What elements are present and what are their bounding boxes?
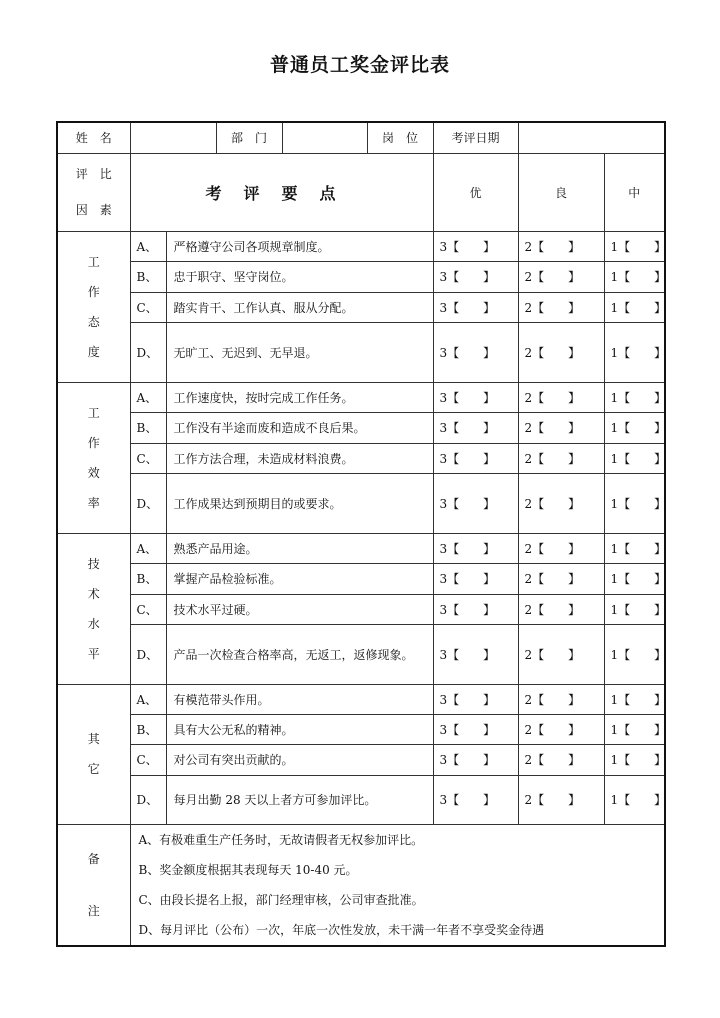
score-medium[interactable]: 1【 】 [604, 412, 665, 443]
score-excellent[interactable]: 3【 】 [433, 594, 518, 624]
category-cell [57, 382, 130, 533]
remark-line: D、每月评比（公布）一次，年底一次性发放，未干满一年者不享受奖金待遇 [138, 922, 545, 937]
score-excellent[interactable]: 3【 】 [433, 412, 518, 443]
table-row [57, 382, 665, 412]
item-letter: C、 [130, 443, 166, 473]
category-char: 水 [87, 616, 100, 631]
score-good[interactable]: 2【 】 [518, 292, 604, 322]
score-good[interactable]: 2【 】 [518, 231, 604, 261]
score-medium[interactable]: 1【 】 [604, 684, 665, 714]
category-char: 率 [87, 495, 100, 510]
dept-label: 部 门 [216, 122, 282, 153]
remarks-label [57, 824, 130, 946]
table-row [57, 473, 665, 533]
score-excellent[interactable]: 3【 】 [433, 714, 518, 744]
score-medium[interactable]: 1【 】 [604, 473, 665, 533]
score-excellent[interactable]: 3【 】 [433, 744, 518, 775]
category-char: 平 [87, 646, 100, 661]
category-cell [57, 684, 130, 824]
score-medium[interactable]: 1【 】 [604, 533, 665, 563]
item-letter: B、 [130, 563, 166, 594]
item-letter: D、 [130, 624, 166, 684]
item-text: 忠于职守、坚守岗位。 [166, 261, 433, 292]
score-medium[interactable]: 1【 】 [604, 594, 665, 624]
item-letter: A、 [130, 382, 166, 412]
remarks-content [130, 824, 665, 946]
item-text: 具有大公无私的精神。 [166, 714, 433, 744]
item-letter: D、 [130, 473, 166, 533]
score-medium[interactable]: 1【 】 [604, 744, 665, 775]
score-medium[interactable]: 1【 】 [604, 624, 665, 684]
table-row [57, 261, 665, 292]
score-good[interactable]: 2【 】 [518, 473, 604, 533]
item-text: 有模范带头作用。 [166, 684, 433, 714]
excellent-header: 优 [433, 153, 518, 231]
score-medium[interactable]: 1【 】 [604, 322, 665, 382]
category-char: 它 [87, 762, 100, 776]
table-row [57, 624, 665, 684]
score-excellent[interactable]: 3【 】 [433, 775, 518, 824]
item-letter: B、 [130, 261, 166, 292]
score-excellent[interactable]: 3【 】 [433, 231, 518, 261]
score-good[interactable]: 2【 】 [518, 594, 604, 624]
medium-header: 中 [604, 153, 665, 231]
score-medium[interactable]: 1【 】 [604, 231, 665, 261]
category-cell [57, 533, 130, 684]
score-good[interactable]: 2【 】 [518, 412, 604, 443]
category-char: 态 [87, 314, 100, 329]
remarks-row [57, 824, 665, 946]
item-letter: B、 [130, 412, 166, 443]
item-text: 无旷工、无迟到、无早退。 [166, 322, 433, 382]
evaluation-table [56, 121, 666, 947]
category-char: 效 [87, 465, 100, 480]
item-text: 踏实肯干、工作认真、服从分配。 [166, 292, 433, 322]
score-medium[interactable]: 1【 】 [604, 261, 665, 292]
table-row [57, 231, 665, 261]
remark-line: B、奖金额度根据其表现每天 10-40 元。 [138, 862, 358, 877]
category-cell [57, 231, 130, 382]
good-header: 良 [518, 153, 604, 231]
score-excellent[interactable]: 3【 】 [433, 563, 518, 594]
category-char: 工 [87, 254, 100, 269]
table-row [57, 594, 665, 624]
score-medium[interactable]: 1【 】 [604, 292, 665, 322]
factor-label-1: 评 比 [75, 167, 112, 181]
score-medium[interactable]: 1【 】 [604, 443, 665, 473]
points-header: 考评要点 [130, 153, 433, 231]
item-letter: C、 [130, 292, 166, 322]
score-excellent[interactable]: 3【 】 [433, 322, 518, 382]
score-excellent[interactable]: 3【 】 [433, 533, 518, 563]
table-row [57, 292, 665, 322]
table-row [57, 533, 665, 563]
category-char: 技 [87, 556, 100, 571]
table-row [57, 775, 665, 824]
item-text: 严格遵守公司各项规章制度。 [166, 231, 433, 261]
item-text: 掌握产品检验标准。 [166, 563, 433, 594]
table-row [57, 684, 665, 714]
category-char: 工 [87, 405, 100, 420]
table-row [57, 744, 665, 775]
score-good[interactable]: 2【 】 [518, 533, 604, 563]
score-excellent[interactable]: 3【 】 [433, 684, 518, 714]
table-row [57, 563, 665, 594]
score-medium[interactable]: 1【 】 [604, 382, 665, 412]
score-excellent[interactable]: 3【 】 [433, 261, 518, 292]
score-excellent[interactable]: 3【 】 [433, 292, 518, 322]
score-good[interactable]: 2【 】 [518, 775, 604, 824]
item-text: 工作方法合理，未造成材料浪费。 [166, 443, 433, 473]
score-good[interactable]: 2【 】 [518, 684, 604, 714]
factor-header [57, 153, 130, 231]
remark-line: C、由段长提名上报，部门经理审核，公司审查批准。 [138, 892, 424, 907]
item-text: 工作速度快，按时完成工作任务。 [166, 382, 433, 412]
table-row [57, 714, 665, 744]
item-letter: D、 [130, 322, 166, 382]
score-good[interactable]: 2【 】 [518, 443, 604, 473]
score-good[interactable]: 2【 】 [518, 261, 604, 292]
category-char: 作 [87, 435, 100, 450]
score-medium[interactable]: 1【 】 [604, 714, 665, 744]
item-letter: B、 [130, 714, 166, 744]
item-letter: A、 [130, 684, 166, 714]
item-letter: A、 [130, 231, 166, 261]
date-label: 考评日期 [433, 122, 518, 153]
item-text: 技术水平过硬。 [166, 594, 433, 624]
score-excellent[interactable]: 3【 】 [433, 624, 518, 684]
score-excellent[interactable]: 3【 】 [433, 473, 518, 533]
remarks-label-char: 注 [87, 903, 100, 918]
category-char: 作 [87, 284, 100, 299]
dept-field[interactable] [282, 122, 367, 153]
item-text: 对公司有突出贡献的。 [166, 744, 433, 775]
score-good[interactable]: 2【 】 [518, 714, 604, 744]
page-title: 普通员工奖金评比表 [269, 54, 450, 76]
factor-label-2: 因 素 [75, 203, 112, 217]
remark-line: A、有极难重生产任务时，无故请假者无权参加评比。 [138, 832, 424, 847]
item-letter: C、 [130, 744, 166, 775]
table-row [57, 412, 665, 443]
category-char: 术 [87, 586, 100, 601]
item-letter: C、 [130, 594, 166, 624]
score-excellent[interactable]: 3【 】 [433, 382, 518, 412]
category-char: 其 [87, 732, 100, 746]
score-good[interactable]: 2【 】 [518, 322, 604, 382]
name-field[interactable] [130, 122, 216, 153]
item-text: 工作没有半途而废和造成不良后果。 [166, 412, 433, 443]
item-text: 产品一次检查合格率高，无返工，返修现象。 [166, 624, 433, 684]
remarks-label-char: 备 [87, 851, 100, 866]
item-text: 每月出勤 28 天以上者方可参加评比。 [166, 775, 433, 824]
score-excellent[interactable]: 3【 】 [433, 443, 518, 473]
item-letter: A、 [130, 533, 166, 563]
item-text: 熟悉产品用途。 [166, 533, 433, 563]
score-medium[interactable]: 1【 】 [604, 563, 665, 594]
date-field[interactable] [518, 122, 665, 153]
score-medium[interactable]: 1【 】 [604, 775, 665, 824]
score-good[interactable]: 2【 】 [518, 382, 604, 412]
score-good[interactable]: 2【 】 [518, 744, 604, 775]
name-label: 姓 名 [57, 122, 130, 153]
item-letter: D、 [130, 775, 166, 824]
table-row [57, 443, 665, 473]
score-good[interactable]: 2【 】 [518, 563, 604, 594]
category-char: 度 [87, 344, 100, 359]
item-text: 工作成果达到预期目的或要求。 [166, 473, 433, 533]
table-row [57, 322, 665, 382]
score-good[interactable]: 2【 】 [518, 624, 604, 684]
post-label: 岗 位 [367, 122, 433, 153]
